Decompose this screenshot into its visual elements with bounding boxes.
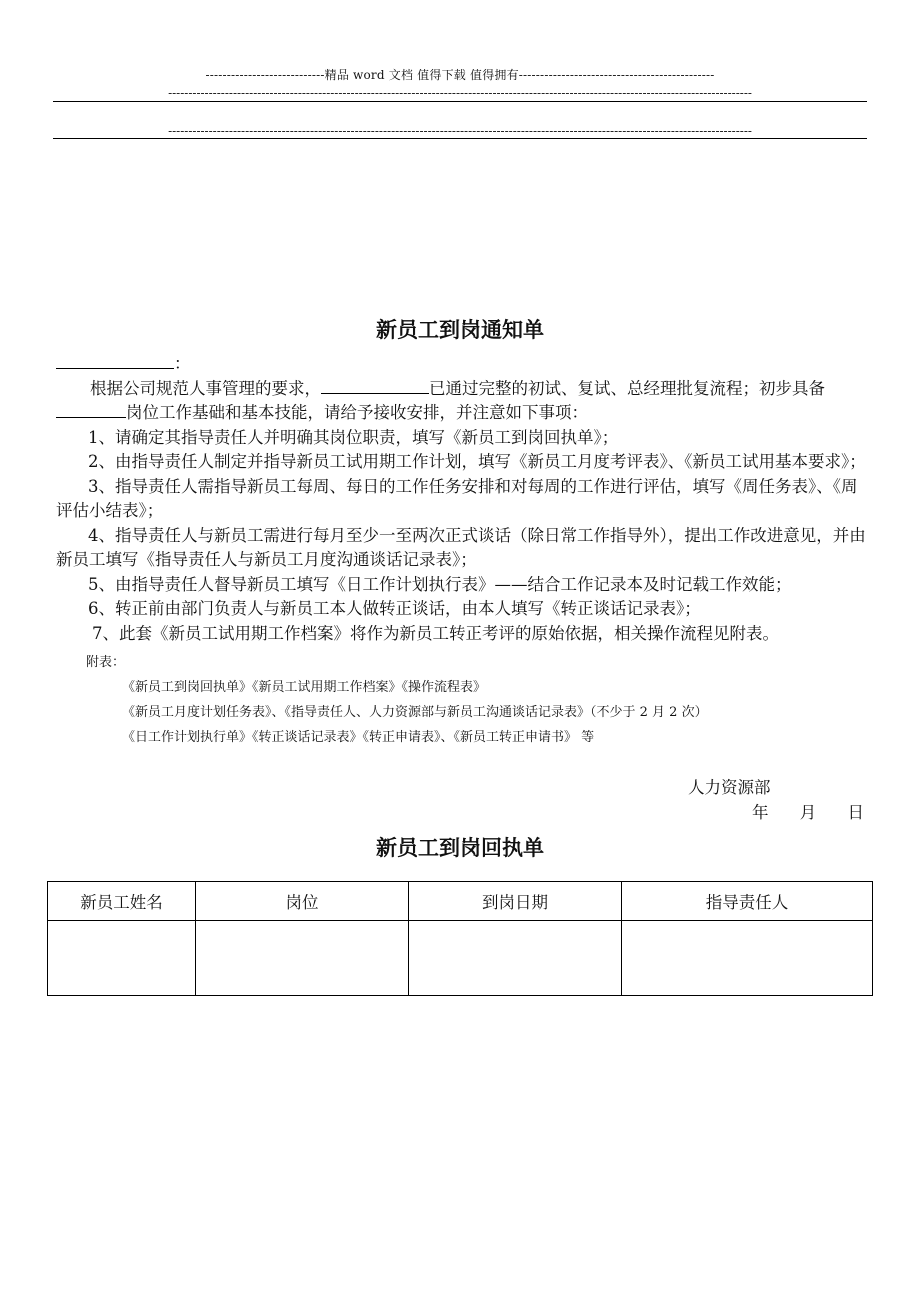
header-rule-top — [53, 101, 867, 102]
col-header-mentor: 指导责任人 — [622, 882, 873, 921]
receipt-title: 新员工到岗回执单 — [376, 835, 544, 860]
employee-name-blank[interactable] — [321, 377, 429, 394]
intro-text-3: 岗位工作基础和基本技能，请给予接收安排，并注意如下事项： — [126, 403, 588, 422]
attachment-item: 《日工作计划执行单》《转正谈话记录表》《转正申请表》、《新员工转正申请书》 等 — [122, 730, 595, 745]
position-blank[interactable] — [56, 401, 126, 418]
receipt-table — [47, 881, 873, 996]
header-dash-line: ------------------------------------------------------------------------------------------------------------------------------------------------ — [168, 86, 752, 100]
receipt-header-row — [48, 882, 873, 921]
col-header-position: 岗位 — [196, 882, 409, 921]
attachment-list — [56, 650, 868, 750]
header-rule-bottom — [53, 138, 867, 139]
notice-item: 6、转正前由部门负责人与新员工本人做转正谈话，由本人填写《转正谈话记录表》； — [88, 599, 701, 618]
addressee-line — [56, 352, 868, 377]
notice-item: 2、由指导责任人制定并指导新员工试用期工作计划，填写《新员工月度考评表》、《新员工试用基本要求》； — [88, 452, 866, 471]
notice-item: 4、指导责任人与新员工需进行每月至少一至两次正式谈话（除日常工作指导外），提出工作改进意见，并由新员工填写《指导责任人与新员工月度沟通谈话记录表》； — [56, 525, 866, 569]
date-line: 年 月 日 — [752, 803, 864, 822]
attachment-label: 附表： — [86, 655, 126, 670]
cell-position[interactable] — [196, 921, 409, 996]
cell-mentor[interactable] — [622, 921, 873, 996]
intro-text-2: 已通过完整的初试、复试、总经理批复流程；初步具备 — [429, 378, 825, 398]
intro-text-1: 根据公司规范人事管理的要求， — [90, 378, 321, 398]
col-header-name: 新员工姓名 — [48, 882, 196, 921]
notice-item: 3、指导责任人需指导新员工每周、每日的工作任务安排和对每周的工作进行评估，填写《周任务表》、《周评估小结表》； — [56, 476, 858, 520]
attachment-item: 《新员工到岗回执单》《新员工试用期工作档案》《操作流程表》 — [122, 680, 487, 695]
notice-item: 1、请确定其指导责任人并明确其岗位职责，填写《新员工到岗回执单》； — [88, 427, 619, 447]
cell-name[interactable] — [48, 921, 196, 996]
department-signature: 人力资源部 — [688, 778, 771, 797]
cell-date[interactable] — [409, 921, 622, 996]
notice-body — [56, 352, 868, 750]
col-header-date: 到岗日期 — [409, 882, 622, 921]
notice-item: 5、由指导责任人督导新员工填写《日工作计划执行表》——结合工作记录本及时记载工作效能； — [88, 574, 792, 594]
addressee-colon: ： — [174, 354, 191, 373]
addressee-blank[interactable] — [56, 352, 174, 369]
notice-title: 新员工到岗通知单 — [376, 317, 544, 342]
header-dash-line-2: ------------------------------------------------------------------------------------------------------------------------------------------------ — [168, 124, 752, 138]
receipt-entry-row — [48, 921, 873, 996]
header-watermark-line: ----------------------------精品 word 文档 值得下载 值得拥有---------------------------------------------- — [205, 68, 715, 82]
attachment-item: 《新员工月度计划任务表》、《指导责任人、人力资源部与新员工沟通谈话记录表》（不少于 2 月 2 次） — [122, 705, 708, 720]
intro-paragraph — [56, 377, 868, 426]
notice-item: 7、此套《新员工试用期工作档案》将作为新员工转正考评的原始依据，相关操作流程见附表。 — [92, 623, 779, 643]
